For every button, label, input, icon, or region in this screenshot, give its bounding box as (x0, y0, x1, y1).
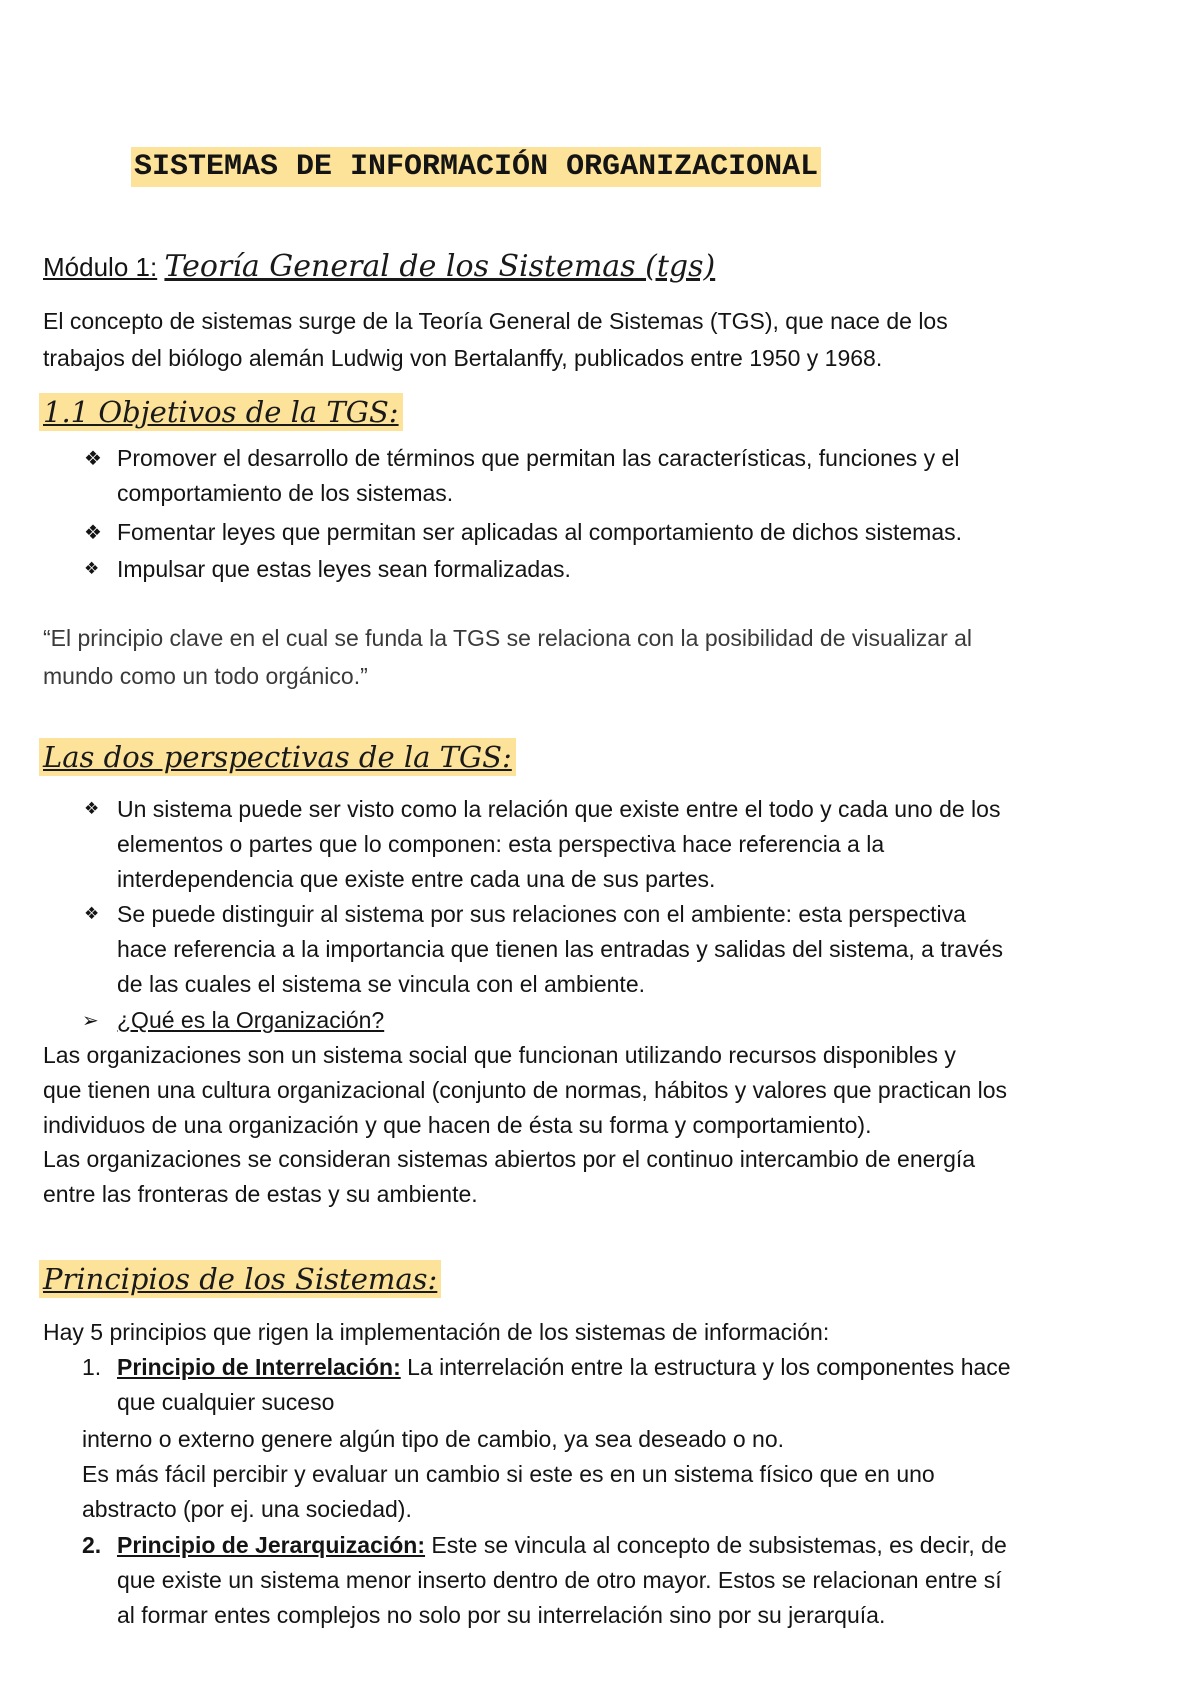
principle-2-title: Principio de Jerarquización: (117, 1532, 426, 1558)
bullet-icon: ❖ (84, 799, 100, 819)
principle-2-line-3: al formar entes complejos no solo por su interrelación sino por su jerarquía. (117, 1602, 886, 1628)
objective-1-line-1: Promover el desarrollo de términos que permitan las características, funciones y el (117, 445, 960, 471)
perspective-1-line-3: interdependencia que existe entre cada una de sus partes. (117, 866, 716, 892)
intro-line-1: El concepto de sistemas surge de la Teoría General de Sistemas (TGS), que nace de los (43, 308, 948, 334)
objective-1-line-2: comportamiento de los sistemas. (117, 480, 454, 506)
principles-intro: Hay 5 principios que rigen la implementación de los sistemas de información: (43, 1319, 830, 1345)
module-name: Teoría General de los Sistemas (tgs) (164, 249, 716, 284)
principle-2-line-2: que existe un sistema menor inserto dentro de otro mayor. Estos se relacionan entre sí (117, 1567, 1002, 1593)
principle-1-line-5: abstracto (por ej. una sociedad). (82, 1496, 412, 1522)
principle-1-first-line (117, 1350, 1011, 1384)
principle-1-line-4: Es más fácil percibir y evaluar un cambio si este es en un sistema físico que en uno (82, 1461, 935, 1487)
document-title: SISTEMAS DE INFORMACIÓN ORGANIZACIONAL (131, 147, 821, 187)
perspective-1-line-2: elementos o partes que lo componen: esta perspectiva hace referencia a la (117, 831, 885, 857)
organization-question: ¿Qué es la Organización? (117, 1007, 385, 1033)
organization-line-2: que tienen una cultura organizacional (conjunto de normas, hábitos y valores que practican los (43, 1077, 1008, 1103)
objective-3: Impulsar que estas leyes sean formalizadas. (117, 556, 571, 582)
organization-line-1: Las organizaciones son un sistema social que funcionan utilizando recursos disponibles y (43, 1042, 956, 1068)
principles-heading: Principios de los Sistemas: (39, 1260, 441, 1298)
principle-2-first-line (117, 1528, 1007, 1562)
perspective-2-line-3: de las cuales el sistema se vincula con el ambiente. (117, 971, 646, 997)
bullet-icon: ❖ (84, 904, 100, 924)
intro-line-2: trabajos del biólogo alemán Ludwig von Bertalanffy, publicados entre 1950 y 1968. (43, 345, 883, 371)
principle-2-number: 2. (82, 1532, 102, 1558)
principle-1-line-2: que cualquier suceso (117, 1389, 335, 1415)
bullet-icon: ❖ (84, 559, 100, 579)
objective-2: Fomentar leyes que permitan ser aplicadas al comportamiento de dichos sistemas. (117, 519, 963, 545)
principle-1-title: Principio de Interrelación: (117, 1354, 401, 1380)
module-label (43, 248, 715, 286)
perspective-2-line-1: Se puede distinguir al sistema por sus relaciones con el ambiente: esta perspectiva (117, 901, 966, 927)
principle-1-line-3: interno o externo genere algún tipo de cambio, ya sea deseado o no. (82, 1426, 784, 1452)
perspective-2-line-2: hace referencia a la importancia que tienen las entradas y salidas del sistema, a través (117, 936, 1003, 962)
principle-1-number: 1. (82, 1354, 102, 1380)
arrow-bullet-icon: ➢ (82, 1008, 99, 1032)
module-prefix: Módulo 1: (43, 252, 158, 282)
objectives-heading: 1.1 Objetivos de la TGS: (39, 393, 403, 431)
organization-line-5: entre las fronteras de estas y su ambiente. (43, 1181, 478, 1207)
perspectives-heading: Las dos perspectivas de la TGS: (39, 738, 516, 776)
organization-line-4: Las organizaciones se consideran sistemas abiertos por el continuo intercambio de energía (43, 1146, 976, 1172)
principle-2-text: Este se vincula al concepto de subsistemas, es decir, de (425, 1532, 1007, 1558)
quote-line-2: mundo como un todo orgánico.” (43, 663, 368, 689)
perspective-1-line-1: Un sistema puede ser visto como la relación que existe entre el todo y cada uno de los (117, 796, 1001, 822)
bullet-icon: ❖ (84, 446, 102, 470)
principle-1-text: La interrelación entre la estructura y los componentes hace (400, 1354, 1011, 1380)
organization-line-3: individuos de una organización y que hacen de ésta su forma y comportamiento). (43, 1112, 872, 1138)
bullet-icon: ❖ (84, 520, 102, 544)
quote-line-1: “El principio clave en el cual se funda la TGS se relaciona con la posibilidad de visualizar al (43, 625, 973, 651)
